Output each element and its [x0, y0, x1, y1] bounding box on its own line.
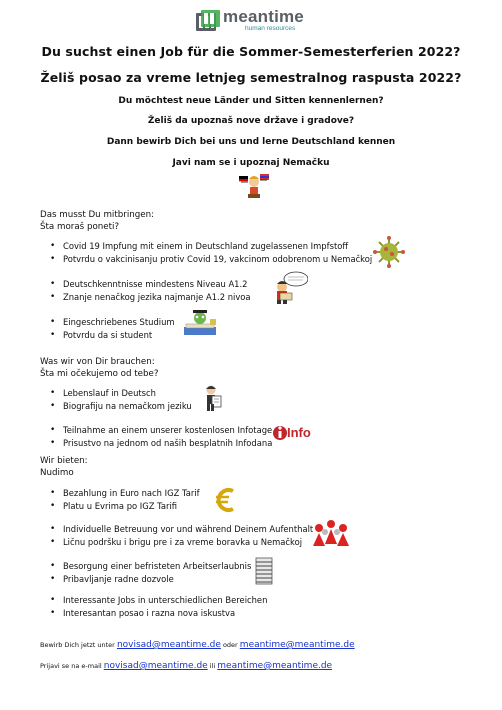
list-item: • Individuelle Betreuung vor und während Deinem Aufenthalt: [50, 523, 313, 536]
list-item: • Znanje nenačkog jezika najmanje A1.2 nivoa: [50, 291, 251, 304]
list-item: • Bezahlung in Euro nach IGZ Tarif: [50, 487, 200, 500]
info-label: Info: [287, 425, 311, 440]
subline-1: Du möchtest neue Länder und Sitten kennenlernen?: [118, 96, 384, 106]
need-list-infoday: [50, 424, 272, 450]
bring-list-language: [50, 278, 251, 304]
footer-prefix-sr: Prijavi se na e-mail: [40, 662, 102, 670]
subline-3: Dann bewirb Dich bei uns und lerne Deutschland kennen: [106, 137, 396, 147]
list-item: • Prisustvo na jednom od naših besplatnih Infodana: [50, 437, 272, 450]
list-item: • Besorgung einer befristeten Arbeitserlaubnis: [50, 560, 251, 573]
list-item: • Potvrdu da si student: [50, 329, 175, 342]
list-item: • Interesantan posao i razna nova iskustva: [50, 607, 267, 620]
bring-title-sr: Šta moraš poneti?: [40, 222, 120, 232]
document-stack-icon: [253, 556, 275, 586]
list-item: • Platu u Evrima po IGZ Tarifi: [50, 500, 200, 513]
footer-line-sr: [40, 661, 332, 671]
bring-title-de: Das musst Du mitbringen:: [40, 210, 155, 220]
list-item: • Deutschkenntnisse mindestens Niveau A1.2: [50, 278, 251, 291]
offer-list-pay: [50, 487, 200, 513]
bring-list-vaccine: [50, 240, 372, 266]
email-link-novisad[interactable]: novisad@meantime.de: [116, 640, 221, 650]
need-title-sr: Šta mi očekujemo od tebe?: [40, 369, 159, 379]
offer-list-permit: [50, 560, 251, 586]
offer-title-de: Wir bieten:: [40, 456, 88, 466]
subline-2: Želiš da upoznaš nove države i gradove?: [147, 116, 355, 126]
offer-list-support: [50, 523, 313, 549]
meantime-logo: [196, 8, 304, 36]
email-link-novisad[interactable]: novisad@meantime.de: [103, 661, 208, 671]
list-item: • Pribavljanje radne dozvole: [50, 573, 251, 586]
logo-subtitle: human resources: [245, 25, 296, 32]
footer-line-de: [40, 640, 355, 650]
list-item: • Interessante Jobs in unterschiedlichen Bereichen: [50, 594, 267, 607]
logo-name: meantime: [223, 7, 304, 26]
need-list-cv: [50, 387, 192, 413]
email-link-meantime[interactable]: meantime@meantime.de: [239, 640, 355, 650]
list-item: • Lebenslauf in Deutsch: [50, 387, 192, 400]
offer-list-jobs: [50, 594, 267, 620]
info-icon: [272, 421, 312, 445]
reading-character-icon: [258, 271, 308, 305]
need-title-de: Was wir von Dir brauchen:: [40, 357, 155, 367]
list-item: • Teilnahme an einem unserer kostenlosen Infotage: [50, 424, 272, 437]
headline-sr: Želiš posao za vreme letnjeg semestralnog raspusta 2022?: [40, 70, 462, 85]
euro-icon: [214, 486, 238, 514]
list-item: • Ličnu podršku i brigu pre i za vreme boravka u Nemačkoj: [50, 536, 313, 549]
traveler-flags-icon: [237, 172, 271, 200]
email-link-meantime[interactable]: meantime@meantime.de: [217, 661, 333, 671]
list-item: • Biografiju na nemačkom jeziku: [50, 400, 192, 413]
footer-prefix-de: Bewirb Dich jetzt unter: [40, 641, 115, 649]
team-people-icon: [311, 518, 351, 548]
subline-4: Javi nam se i upoznaj Nemačku: [172, 158, 330, 168]
list-item: • Potvrdu o vakcinisanju protiv Covid 19, vakcinom odobrenom u Nemačkoj: [50, 253, 372, 266]
footer-mid-sr: ili: [209, 662, 216, 670]
student-clip-icon: [182, 309, 218, 337]
bring-list-study: [50, 316, 175, 342]
footer-mid-de: oder: [222, 641, 238, 649]
headline-de: Du suchst einen Job für die Sommer-Semesterferien 2022?: [41, 44, 461, 59]
cv-person-icon: [201, 384, 223, 412]
list-item: • Covid 19 Impfung mit einem in Deutschland zugelassenen Impfstoff: [50, 240, 372, 253]
virus-icon: [372, 236, 406, 268]
meantime-logo-icon: [196, 10, 220, 32]
list-item: • Eingeschriebenes Studium: [50, 316, 175, 329]
offer-title-sr: Nudimo: [40, 468, 74, 478]
